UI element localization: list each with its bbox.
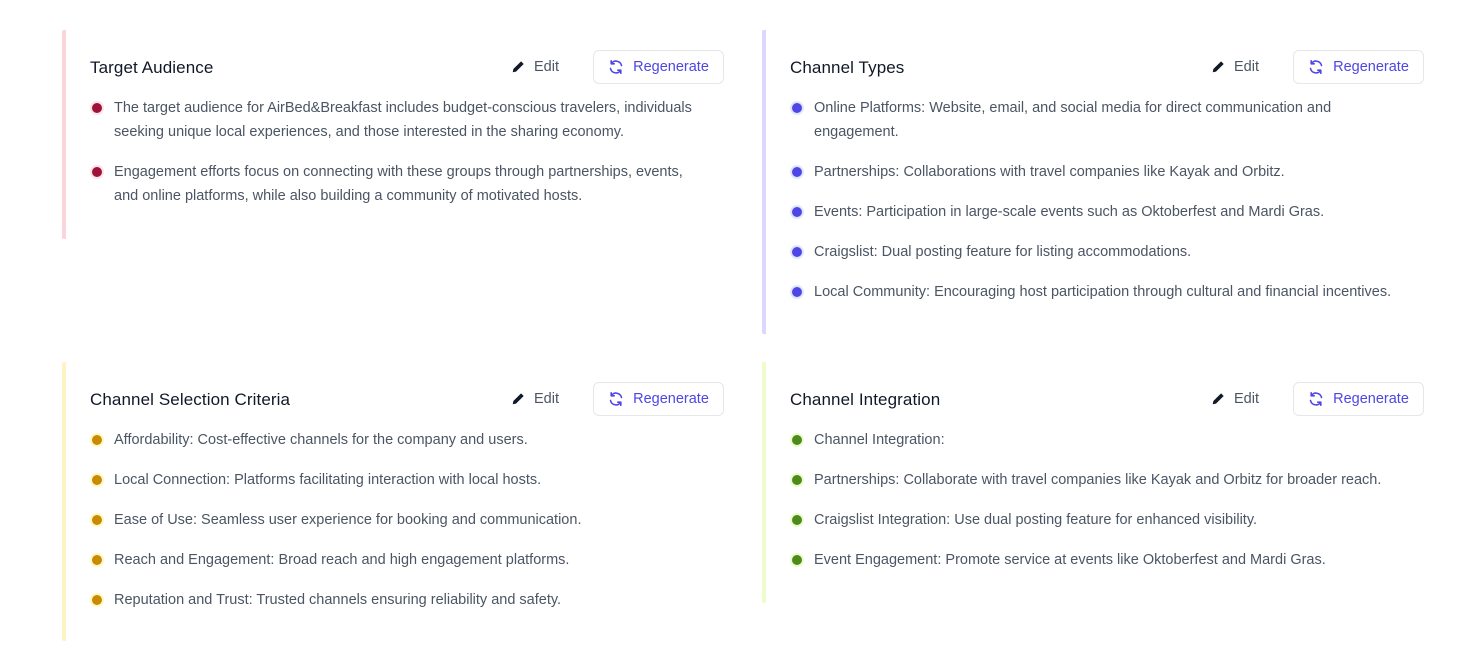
card-header: [90, 382, 722, 418]
card-title: Target Audience: [90, 58, 214, 77]
regenerate-label: Regenerate: [1333, 391, 1409, 407]
pencil-icon: [1211, 392, 1225, 406]
refresh-icon: [608, 59, 624, 75]
bullet-list: [790, 96, 1426, 320]
edit-label: Edit: [534, 59, 559, 75]
card-title: Channel Types: [790, 58, 905, 77]
edit-label: Edit: [1234, 391, 1259, 407]
list-item: Craigslist: Dual posting feature for listing accommodations.: [790, 240, 1426, 264]
bullet-dot-icon: [792, 287, 802, 297]
pencil-icon: [511, 60, 525, 74]
list-item: Affordability: Cost-effective channels for the company and users.: [90, 428, 726, 452]
card-header: [790, 50, 1422, 86]
bullet-dot-icon: [792, 435, 802, 445]
edit-label: Edit: [1234, 59, 1259, 75]
list-item: Local Community: Encouraging host participation through cultural and financial incentives.: [790, 280, 1426, 304]
card-channel-selection-criteria: [62, 362, 722, 641]
regenerate-button[interactable]: [1293, 382, 1424, 416]
bullet-dot-icon: [92, 515, 102, 525]
bullet-dot-icon: [92, 475, 102, 485]
edit-button[interactable]: [1200, 50, 1270, 84]
list-item: Reach and Engagement: Broad reach and high engagement platforms.: [90, 548, 726, 572]
bullet-list: [90, 428, 726, 628]
regenerate-label: Regenerate: [1333, 59, 1409, 75]
list-item: Event Engagement: Promote service at events like Oktoberfest and Mardi Gras.: [790, 548, 1426, 572]
list-item: Ease of Use: Seamless user experience for booking and communication.: [90, 508, 726, 532]
edit-button[interactable]: [500, 382, 570, 416]
refresh-icon: [1308, 59, 1324, 75]
bullet-dot-icon: [792, 555, 802, 565]
card-channel-types: [762, 30, 1422, 334]
bullet-list: [90, 96, 702, 224]
bullet-dot-icon: [92, 435, 102, 445]
regenerate-button[interactable]: [593, 50, 724, 84]
card-channel-integration: [762, 362, 1422, 603]
list-item: Local Connection: Platforms facilitating interaction with local hosts.: [90, 468, 726, 492]
list-item: Online Platforms: Website, email, and social media for direct communication and engagement.: [790, 96, 1426, 144]
regenerate-label: Regenerate: [633, 391, 709, 407]
list-item: Channel Integration:: [790, 428, 1426, 452]
bullet-dot-icon: [792, 247, 802, 257]
bullet-dot-icon: [92, 167, 102, 177]
bullet-dot-icon: [792, 515, 802, 525]
list-item: Events: Participation in large-scale events such as Oktoberfest and Mardi Gras.: [790, 200, 1426, 224]
bullet-dot-icon: [792, 207, 802, 217]
list-item: The target audience for AirBed&Breakfast includes budget-conscious travelers, individuals seeking unique local experiences, and those interested in the sharing economy.: [90, 96, 702, 144]
edit-label: Edit: [534, 391, 559, 407]
bullet-dot-icon: [792, 103, 802, 113]
list-item: Partnerships: Collaborations with travel companies like Kayak and Orbitz.: [790, 160, 1426, 184]
refresh-icon: [608, 391, 624, 407]
edit-button[interactable]: [1200, 382, 1270, 416]
pencil-icon: [1211, 60, 1225, 74]
card-title: Channel Integration: [790, 390, 941, 409]
refresh-icon: [1308, 391, 1324, 407]
regenerate-label: Regenerate: [633, 59, 709, 75]
list-item: Craigslist Integration: Use dual posting feature for enhanced visibility.: [790, 508, 1426, 532]
list-item: Reputation and Trust: Trusted channels ensuring reliability and safety.: [90, 588, 726, 612]
list-item: Engagement efforts focus on connecting with these groups through partnerships, events, and online platforms, while also building a community of motivated hosts.: [90, 160, 702, 208]
bullet-list: [790, 428, 1426, 588]
card-target-audience: [62, 30, 722, 239]
bullet-dot-icon: [92, 103, 102, 113]
edit-button[interactable]: [500, 50, 570, 84]
card-header: [790, 382, 1422, 418]
pencil-icon: [511, 392, 525, 406]
regenerate-button[interactable]: [1293, 50, 1424, 84]
list-item: Partnerships: Collaborate with travel companies like Kayak and Orbitz for broader reach.: [790, 468, 1426, 492]
bullet-dot-icon: [92, 555, 102, 565]
regenerate-button[interactable]: [593, 382, 724, 416]
bullet-dot-icon: [792, 475, 802, 485]
card-header: [90, 50, 722, 86]
card-title: Channel Selection Criteria: [90, 390, 291, 409]
bullet-dot-icon: [792, 167, 802, 177]
bullet-dot-icon: [92, 595, 102, 605]
